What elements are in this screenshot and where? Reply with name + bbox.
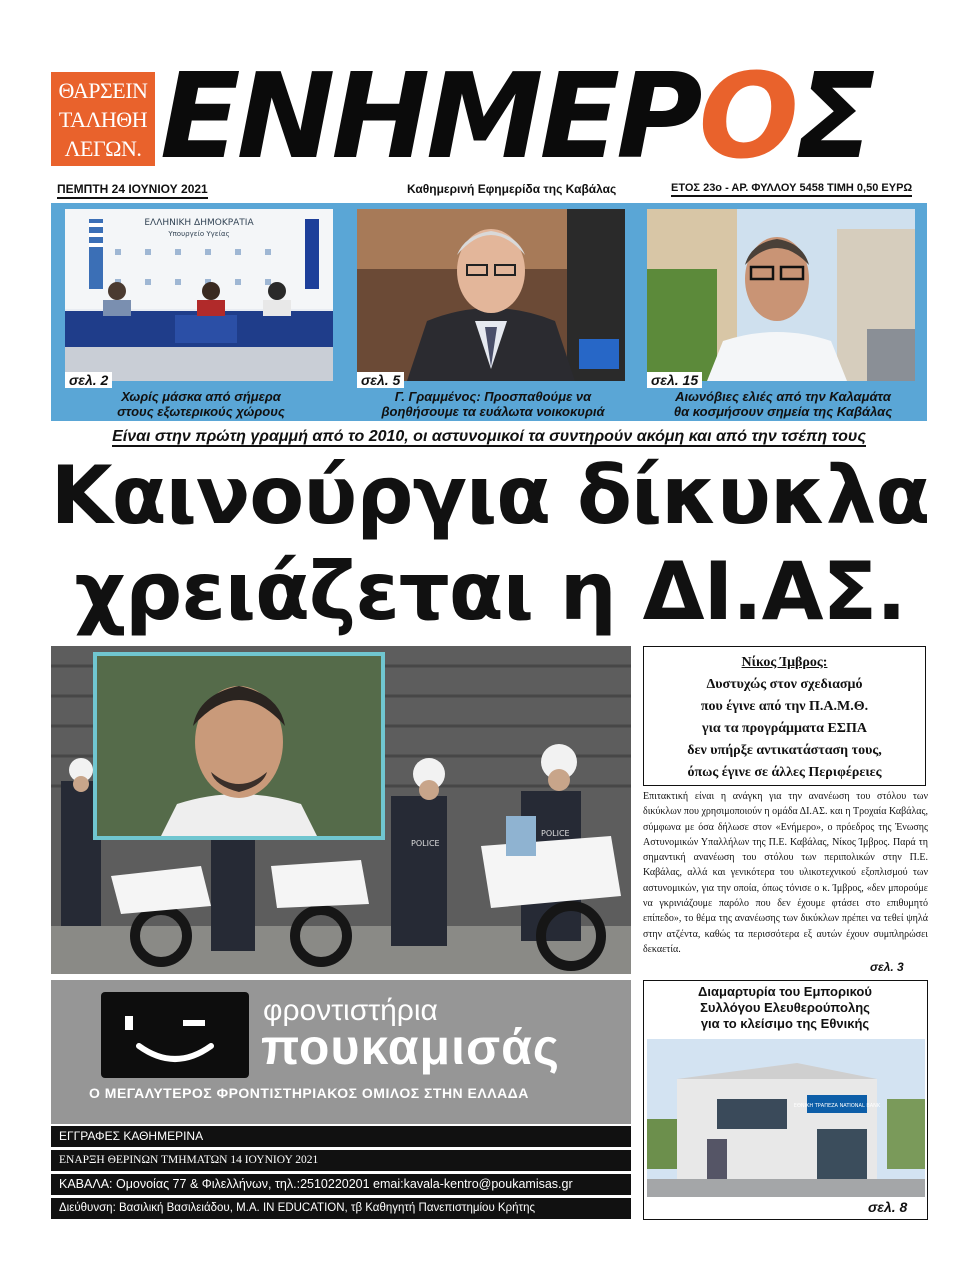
story-photo-bank-building	[647, 1039, 925, 1197]
headline-line-1: Καινούργια δίκυκλα	[50, 449, 930, 542]
ad-contact-line[interactable]: ΚΑΒΑΛΑ: Ομονοίας 77 & Φιλελλήνων, τηλ.:2510220201 emai:kavala-kentro@poukamisas.gr	[51, 1174, 631, 1195]
sign-text-2: Υπουργείο Υγείας	[168, 230, 230, 238]
headline-line-2: χρειάζεται η ΔΙ.ΑΣ.	[74, 545, 906, 638]
teaser-health-ministry[interactable]	[65, 209, 337, 419]
teaser-page-ref: σελ. 15	[647, 372, 702, 388]
ad-top-word: φροντιστήρια	[263, 994, 438, 1027]
wink-logo-icon	[101, 992, 249, 1078]
logo-text-main: ΕΝΗΜΕΡ	[160, 56, 699, 176]
ad-registration-line: ΕΓΓΡΑΦΕΣ ΚΑΘΗΜΕΡΙΝΑ	[51, 1126, 631, 1147]
logo-text-end: Σ	[794, 56, 872, 176]
article-page-ref[interactable]: σελ. 3	[870, 960, 904, 974]
kicker-text: Είναι στην πρώτη γραμμή από το 2010, οι αστυνομικοί τα συντηρούν ακόμη και από την τσέπη τους	[112, 428, 866, 445]
quote-author: Νίκος Ίμβρος:	[741, 655, 828, 670]
issue-date: ΠΕΜΠΤΗ 24 ΙΟΥΝΙΟΥ 2021	[57, 182, 208, 199]
story-title-line-1: Διαμαρτυρία του Εμπορικού	[698, 984, 872, 999]
teaser-caption-line-2: στους εξωτερικούς χώρους	[117, 404, 285, 419]
teaser-photo-speaker	[357, 209, 625, 381]
quote-line-4: δεν υπήρξε αντικατάσταση τους,	[687, 743, 882, 758]
teaser-caption-line-1: Γ. Γραμμένος: Προσπαθούμε να	[394, 389, 592, 404]
teaser-olive-trees[interactable]	[647, 209, 919, 419]
ad-brand-name: πουκαμισάς	[261, 1019, 560, 1075]
story-title-line-2: Συλλόγου Ελευθερούπολης	[700, 1000, 870, 1015]
quote-line-5: όπως έγινε σε άλλες Περιφέρειες	[687, 765, 882, 780]
tagline: Καθημερινή Εφημερίδα της Καβάλας	[407, 182, 617, 196]
lead-article-text: Επιτακτική είναι η ανάγκη για την ανανέωση του στόλου των δικύκλων που χρησιμοποιούν η ομάδα ΔΙ.ΑΣ. και η Τροχαία Καβάλας, σύμφωνα με όσα δήλωσε στον «Ενήμερο», ο πρόεδρος της Ένωσης Αστυνομικών Υπαλλήλων της Π.Ε. Καβάλας, Νίκος Ίμβρος. Παρά τη σημαντική ανανέωση του στόλου των περιπολικών στην Π.Ε. Καβάλας, αλλά και γενικότερα του υλικοτεχνικού εξοπλισμού των αστυνομικών, για την οποία, όπως τόνισε ο κ. Ίμβρος, «δεν μπορούμε να γκρινιάζουμε παρόλο που δεν έχουμε φτάσει στο επιθυμητό επίπεδο», το θέμα της ανανέωσης των δικύκλων πρέπει να τεθεί ψηλά στην ατζέντα, καθώς τα περισσότερα εξ αυτών έχουν συμπληρώσει δεκαετία.	[643, 791, 928, 955]
main-photo-police-motorcycles	[51, 646, 631, 974]
teaser-page-ref: σελ. 2	[65, 372, 112, 388]
teaser-caption-line-2: βοηθήσουμε τα ευάλωτα νοικοκυριά	[381, 404, 605, 419]
teaser-strip	[51, 203, 927, 421]
quote-line-1: Δυστυχώς στον σχεδιασμό	[706, 677, 863, 692]
teaser-caption	[357, 389, 629, 419]
teaser-caption	[647, 389, 919, 419]
story-title	[644, 984, 926, 1032]
ad-slogan: Ο ΜΕΓΑΛΥΤΕΡΟΣ ΦΡΟΝΤΙΣΤΗΡΙΑΚΟΣ ΟΜΙΛΟΣ ΣΤΗΝ ΕΛΛΑΔΑ	[89, 1085, 529, 1101]
police-label-1: POLICE	[411, 839, 440, 848]
story-page-ref: σελ. 8	[868, 1199, 908, 1215]
quote-line-2: που έγινε από την Π.Α.Μ.Θ.	[700, 699, 869, 714]
police-label-2: POLICE	[541, 829, 570, 838]
masthead-motto	[51, 72, 155, 166]
headline-kicker	[51, 428, 927, 446]
main-headline[interactable]	[40, 448, 940, 640]
logo-letter-o: Ο	[698, 56, 795, 176]
teaser-caption-line-1: Αιωνόβιες ελιές από την Καλαμάτα	[675, 389, 891, 404]
quote-line-3: για τα προγράμματα ΕΣΠΑ	[702, 721, 867, 736]
newspaper-logo	[160, 56, 930, 176]
quote-box	[643, 646, 926, 786]
ad-director-line: Διεύθυνση: Βασιλική Βασιλειάδου, M.A. IN EDUCATION, τβ Καθηγητή Πανεπιστημίου Κρήτης	[51, 1198, 631, 1219]
issue-number: ΕΤΟΣ 23ο - ΑΡ. ΦΥΛΛΟΥ 5458 ΤΙΜΗ 0,50 ΕΥΡΩ	[671, 182, 912, 197]
advertisement-banner[interactable]	[51, 980, 631, 1124]
story-title-line-3: για το κλείσιμο της Εθνικής	[700, 1016, 870, 1031]
ad-summer-classes-line: ΕΝΑΡΞΗ ΘΕΡΙΝΩΝ ΤΜΗΜΑΤΩΝ 14 ΙΟΥΝΙΟΥ 2021	[51, 1150, 631, 1171]
teaser-caption-line-1: Χωρίς μάσκα από σήμερα	[121, 389, 281, 404]
masthead-info-bar	[51, 180, 924, 202]
teaser-caption	[65, 389, 337, 419]
motto-line-2: ΤΑΛΗΘΗ	[58, 107, 148, 132]
sign-text-1: ΕΛΛΗΝΙΚΗ ΔΗΜΟΚΡΑΤΙΑ	[144, 218, 254, 228]
story-bank-closure[interactable]	[643, 980, 928, 1220]
teaser-photo-man-street	[647, 209, 915, 381]
teaser-caption-line-2: θα κοσμήσουν σημεία της Καβάλας	[673, 404, 893, 419]
teaser-grammenos[interactable]	[357, 209, 629, 419]
bank-sign: ΕΘΝΙΚΗ ΤΡΑΠΕΖΑ NATIONAL BANK	[793, 1103, 881, 1109]
teaser-photo-press-conference	[65, 209, 333, 381]
teaser-page-ref: σελ. 5	[357, 372, 404, 388]
motto-line-1: ΘΑΡΣΕΙΝ	[58, 78, 148, 103]
motto-line-3: ΛΕΓΩΝ.	[64, 136, 142, 161]
